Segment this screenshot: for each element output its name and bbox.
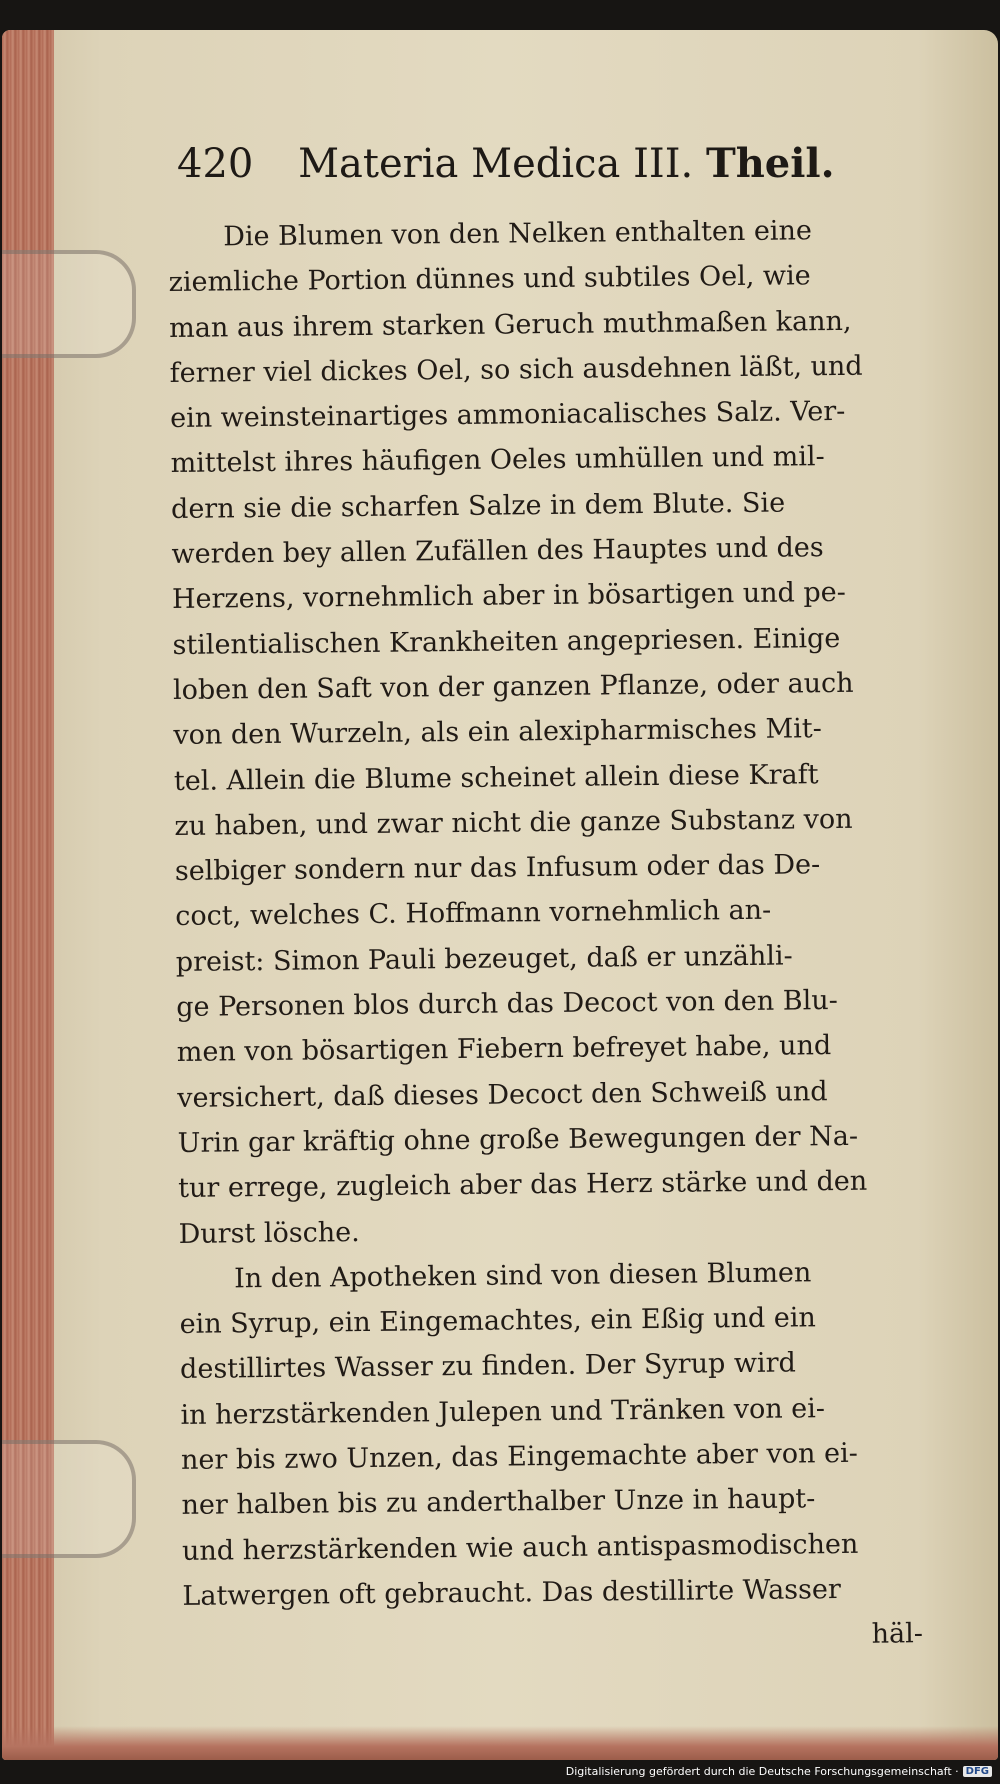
text-line: dern sie die scharfen Salze in dem Blute. Sie <box>170 487 786 525</box>
catchword: häl- <box>871 1618 924 1650</box>
text-line: preist: Simon Pauli bezeuget, daß er unzähli- <box>175 940 793 978</box>
header-title: Materia Medica III. <box>298 141 694 187</box>
text-line: ein Syrup, ein Eingemachtes, ein Eßig und ein <box>179 1302 816 1341</box>
text-line: In den Apotheken sind von diesen Blumen <box>233 1257 812 1295</box>
text-line: von den Wurzeln, als ein alexipharmisches Mit- <box>173 713 822 752</box>
text-line: Urin gar kräftig ohne große Bewegungen der Na- <box>177 1120 859 1159</box>
text-line: ferner viel dickes Oel, so sich ausdehnen läßt, und <box>169 350 863 389</box>
text-line: men von bösartigen Fiebern befreyet habe, und <box>176 1030 832 1069</box>
dfg-logo: DFG <box>963 1766 992 1777</box>
page-number: 420 <box>177 141 254 187</box>
page-clip-bottom <box>2 1440 136 1558</box>
text-line: stilentialischen Krankheiten angepriesen. Einige <box>172 622 841 661</box>
body-text <box>168 207 943 1664</box>
text-line: Latwergen oft gebraucht. Das destillirte Wasser <box>182 1573 841 1612</box>
header-title-word: Theil. <box>705 140 835 187</box>
text-line: Herzens, vornehmlich aber in bösartigen und pe- <box>171 577 846 616</box>
text-line: werden bey allen Zufällen des Hauptes und des <box>171 532 824 571</box>
text-line: ner bis zwo Unzen, das Eingemachte aber von ei- <box>180 1437 858 1476</box>
text-line: destillirtes Wasser zu finden. Der Syrup wird <box>179 1347 796 1386</box>
text-line: zu haben, und zwar nicht die ganze Substanz von <box>174 803 853 842</box>
text-line: man aus ihrem starken Geruch muthmaßen kann, <box>169 305 852 344</box>
digitization-credit <box>562 1763 996 1780</box>
text-line: tel. Allein die Blume scheinet allein diese Kraft <box>173 758 819 797</box>
text-line: in herzstärkenden Julepen und Tränken von ei- <box>180 1392 826 1431</box>
text-line: ein weinsteinartiges ammoniacalisches Salz. Ver- <box>169 396 846 435</box>
credit-text: Digitalisierung gefördert durch die Deutsche Forschungsgemeinschaft · <box>565 1765 959 1778</box>
text-line: selbiger sondern nur das Infusum oder das De- <box>174 849 821 888</box>
text-line: ner halben bis zu anderthalber Unze in haupt- <box>181 1483 816 1522</box>
text-line: ziemliche Portion dünnes und subtiles Oel, wie <box>168 260 811 299</box>
text-line: loben den Saft von der ganzen Pflanze, oder auch <box>172 667 854 706</box>
text-line: coct, welches C. Hoffmann vornehmlich an- <box>175 895 772 933</box>
text-line: versichert, daß dieses Decoct den Schweiß und <box>177 1075 828 1114</box>
text-line: Die Blumen von den Nelken enthalten eine <box>223 215 813 253</box>
page-edge-bottom <box>2 1726 998 1760</box>
text-line: Durst lösche. <box>178 1216 360 1250</box>
text-line: und herzstärkenden wie auch antispasmodischen <box>181 1528 859 1567</box>
text-line: ge Personen blos durch das Decoct von den Blu- <box>176 985 838 1024</box>
book-page <box>2 30 998 1760</box>
running-header <box>177 140 877 187</box>
page-clip-top <box>2 250 136 358</box>
text-line: tur errege, zugleich aber das Herz stärke und den <box>178 1165 868 1205</box>
text-line: mittelst ihres häufigen Oeles umhüllen und mil- <box>170 441 825 480</box>
